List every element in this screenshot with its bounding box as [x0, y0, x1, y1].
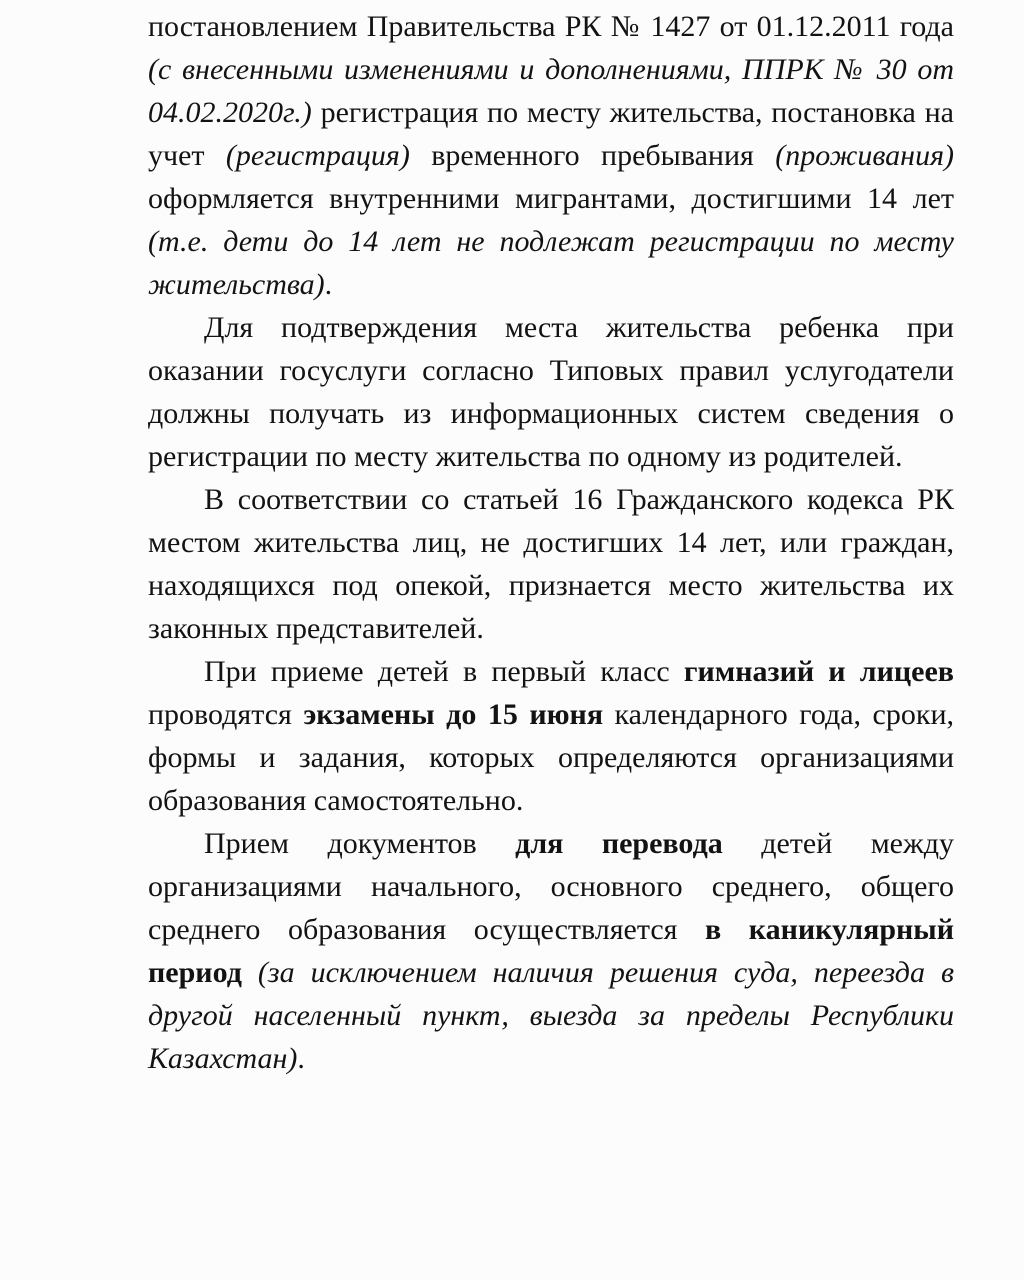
- paragraph-confirmation-of-residence: [148, 306, 954, 478]
- paragraph-transfer-of-documents: [148, 822, 954, 1080]
- text-run: календарного года, сроки, формы и задания, которых определяются организациями образования самостоятельно.: [148, 698, 954, 817]
- text-run: .: [324, 268, 333, 301]
- text-run: регистрация по месту жительства, постановка на учет: [148, 96, 954, 172]
- paragraph-first-grade-exams: [148, 650, 954, 822]
- text-run: временного пребывания: [409, 139, 776, 172]
- italic-run: (проживания): [775, 139, 955, 172]
- text-run: Прием документов: [204, 827, 516, 860]
- text-run: оформляется внутренними мигрантами, достигшими 14 лет: [148, 182, 954, 215]
- text-run: проводятся: [148, 698, 304, 731]
- text-run: .: [297, 1042, 305, 1075]
- text-run: [242, 956, 258, 989]
- text-run: Для подтверждения места жительства ребенка при оказании госуслуги согласно Типовых правил услугодатели должны получать из информационных систем сведения о регистрации по месту жительства по одному из родителей.: [148, 311, 954, 473]
- bold-run: экзамены до 15 июня: [303, 698, 604, 731]
- italic-run: (регистрация): [225, 139, 410, 172]
- text-block: [148, 5, 954, 1080]
- text-run: постановлением Правительства РК № 1427 от 01.12.2011 года: [148, 10, 954, 43]
- bold-run: в каникулярный период: [148, 913, 954, 989]
- bold-run: для перевода: [515, 827, 723, 860]
- italic-run: (с внесенными изменениями и дополнениями, ППРК № 30 от 04.02.2020г.): [148, 53, 954, 129]
- paragraph-civil-code-article-16: [148, 478, 954, 650]
- text-run: При приеме детей в первый класс: [204, 655, 684, 688]
- text-run: В соответствии со статьей 16 Гражданского кодекса РК местом жительства лиц, не достигших 14 лет, или граждан, находящихся под опекой, признается место жительства их законных представителей.: [148, 483, 954, 645]
- italic-run: (т.е. дети до 14 лет не подлежат регистрации по месту жительства): [148, 225, 954, 301]
- bold-run: гимназий и лицеев: [683, 655, 954, 688]
- italic-run: (за исключением наличия решения суда, переезда в другой населенный пункт, выезда за пределы Республики Казахстан): [148, 956, 954, 1075]
- text-run: детей между организациями начального, основного среднего, общего среднего образования осуществляется: [148, 827, 954, 946]
- paragraph-continuation: [148, 5, 954, 306]
